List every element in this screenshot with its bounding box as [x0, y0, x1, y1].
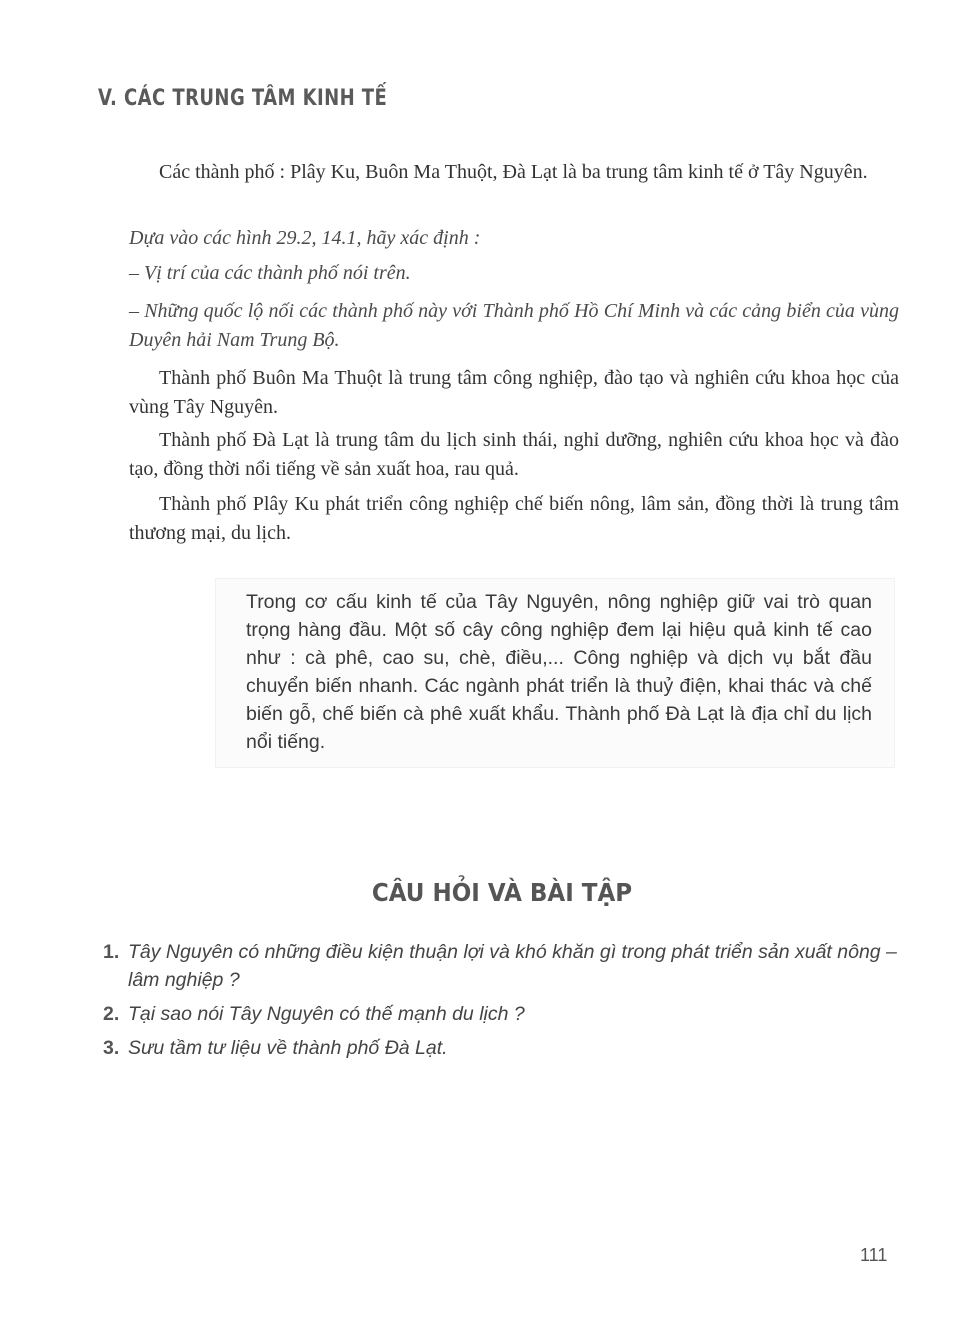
question-number: 2. [103, 1003, 120, 1025]
questions-title: CÂU HỎI VÀ BÀI TẬP [371, 878, 633, 907]
question-item [103, 1000, 903, 1028]
intro-paragraph: Các thành phố : Plây Ku, Buôn Ma Thuột, Đà Lạt là ba trung tâm kinh tế ở Tây Nguyên. [159, 161, 868, 183]
summary-text: Trong cơ cấu kinh tế của Tây Nguyên, nông nghiệp giữ vai trò quan trọng hàng đầu. Một số cây công nghiệp đem lại hiệu quả kinh tế cao như : cà phê, cao su, chè, điều,... Công nghiệp và dịch vụ bắt đầu chuyển biến nhanh. Các ngành phát triển là thuỷ điện, khai thác và chế biến gỗ, chế biến cà phê xuất khẩu. Thành phố Đà Lạt là địa chỉ du lịch nổi tiếng. [246, 591, 872, 753]
instruction-text: Dựa vào các hình 29.2, 14.1, hãy xác định : [129, 227, 481, 249]
paragraph-play-ku: Thành phố Plây Ku phát triển công nghiệp chế biến nông, lâm sản, đồng thời là trung tâm thương mại, du lịch. [129, 493, 899, 544]
question-number: 1. [103, 941, 120, 963]
task-item-2: – Những quốc lộ nối các thành phố này với Thành phố Hồ Chí Minh và các cảng biển của vùng Duyên hải Nam Trung Bộ. [129, 300, 899, 351]
question-text: Sưu tầm tư liệu về thành phố Đà Lạt. [128, 1037, 448, 1059]
question-text: Tây Nguyên có những điều kiện thuận lợi và khó khăn gì trong phát triển sản xuất nông – lâm nghiệp ? [128, 941, 897, 991]
question-item [103, 1034, 903, 1062]
page-number: 111 [860, 1245, 888, 1265]
question-number: 3. [103, 1037, 120, 1059]
section-heading: V. CÁC TRUNG TÂM KINH TẾ [98, 86, 388, 111]
question-list [103, 938, 903, 1068]
paragraph-buon-ma-thuot: Thành phố Buôn Ma Thuột là trung tâm công nghiệp, đào tạo và nghiên cứu khoa học của vùng Tây Nguyên. [129, 367, 899, 418]
paragraph-da-lat: Thành phố Đà Lạt là trung tâm du lịch sinh thái, nghỉ dưỡng, nghiên cứu khoa học và đào tạo, đồng thời nổi tiếng về sản xuất hoa, rau quả. [129, 429, 899, 480]
question-item [103, 938, 903, 994]
question-text: Tại sao nói Tây Nguyên có thế mạnh du lịch ? [128, 1003, 525, 1025]
task-item-1: – Vị trí của các thành phố nói trên. [129, 262, 411, 284]
